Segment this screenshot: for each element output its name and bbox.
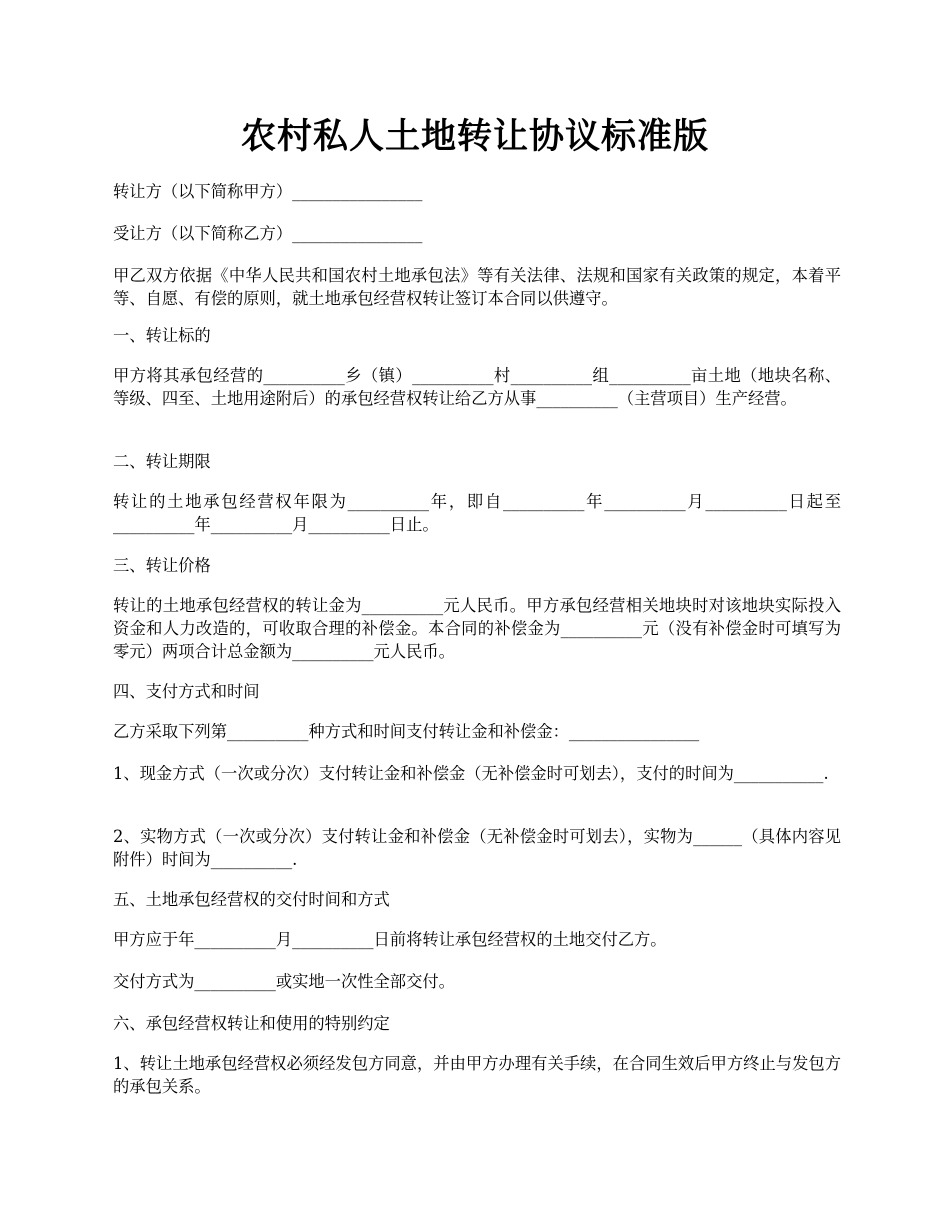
transfer-price-paragraph: 转让的土地承包经营权的转让金为__________元人民币。甲方承包经营相关地块时对该地块实际投入资金和人力改造的，可收取合理的补偿金。本合同的补偿金为__________元（没有补偿金时可填写为零元）两项合计总金额为__________元人民币。	[113, 596, 841, 661]
special-terms-paragraph-1: 1、转让土地承包经营权必须经发包方同意，并由甲方办理有关手续，在合同生效后甲方终止与发包方的承包关系。	[113, 1054, 841, 1096]
cash-payment-paragraph: 1、现金方式（一次或分次）支付转让金和补偿金（无补偿金时可划去），支付的时间为___________.	[113, 764, 829, 783]
section-heading-2: 二、转让期限	[113, 452, 211, 471]
transfer-subject-paragraph: 甲方将其承包经营的__________乡（镇）__________村__________组__________亩土地（地块名称、等级、四至、土地用途附后）的承包经营权转让给乙方从事__________（主营项目）生产经营。	[113, 366, 841, 408]
in-kind-payment-paragraph: 2、实物方式（一次或分次）支付转让金和补偿金（无补偿金时可划去），实物为______（具体内容见附件）时间为__________.	[113, 827, 841, 869]
payment-method-line: 乙方采取下列第__________种方式和时间支付转让金和补偿金：________________	[113, 722, 700, 741]
delivery-method-line: 交付方式为__________或实地一次性全部交付。	[113, 972, 455, 991]
section-heading-3: 三、转让价格	[113, 556, 211, 575]
section-heading-5: 五、土地承包经营权的交付时间和方式	[113, 890, 390, 909]
transferor-line: 转让方（以下简称甲方）________________	[113, 182, 423, 201]
section-heading-6: 六、承包经营权转让和使用的特别约定	[113, 1014, 390, 1033]
section-heading-4: 四、支付方式和时间	[113, 682, 260, 701]
section-heading-1: 一、转让标的	[113, 326, 211, 345]
transferee-line: 受让方（以下简称乙方）________________	[113, 224, 423, 243]
delivery-time-line: 甲方应于年__________月__________日前将转让承包经营权的土地交付乙方。	[113, 930, 667, 949]
preamble-paragraph: 甲乙双方依据《中华人民共和国农村土地承包法》等有关法律、法规和国家有关政策的规定，本着平等、自愿、有偿的原则，就土地承包经营权转让签订本合同以供遵守。	[113, 266, 841, 308]
document-title: 农村私人土地转让协议标准版	[240, 116, 709, 157]
transfer-term-paragraph: 转让的土地承包经营权年限为__________年，即自__________年__________月__________日起至__________年__________月__________日止。	[113, 492, 841, 534]
